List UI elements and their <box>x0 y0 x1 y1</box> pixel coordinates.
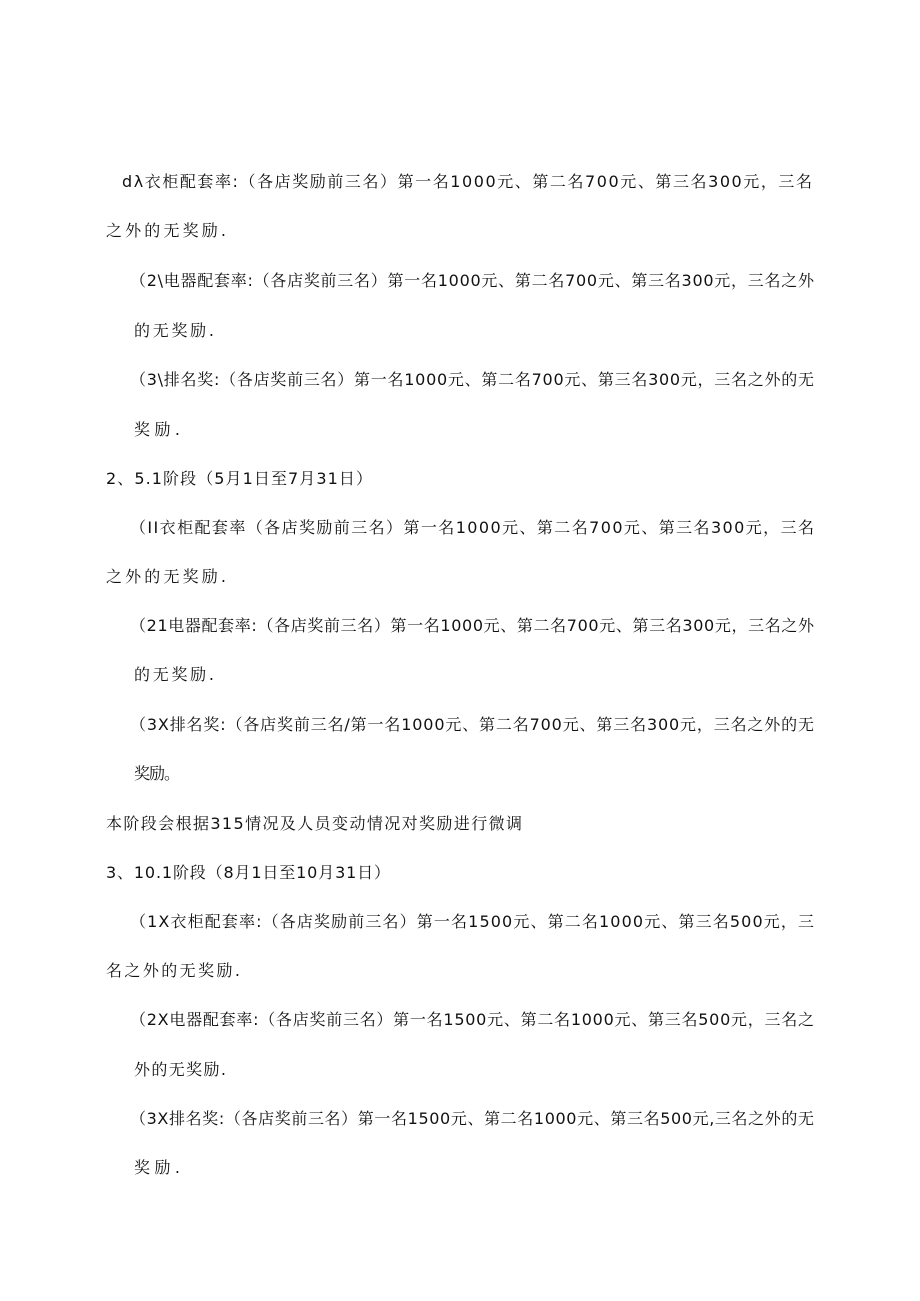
text-line: （1X衣柜配套率:（各店奖励前三名）第一名1500元、第二名1000元、第三名500元，三 <box>130 912 816 931</box>
text-line: 之外的无奖励. <box>106 567 230 586</box>
text-line: （21电器配套率:（各店奖前三名）第一名1000元、第二名700元、第三名300元，三名之外 <box>130 616 815 635</box>
text-line: （2\电器配套率:（各店奖前三名）第一名1000元、第二名700元、第三名300元，三名之外 <box>130 271 815 290</box>
text-line: （3\排名奖:（各店奖前三名）第一名1000元、第二名700元、第三名300元，三名之外的无 <box>130 370 815 389</box>
text-line: 外的无奖励. <box>134 1060 228 1079</box>
text-line: dλ衣柜配套率:（各店奖励前三名）第一名1000元、第二名700元、第三名300元，三名 <box>122 172 814 191</box>
text-line: 的无奖励. <box>134 665 217 684</box>
text-line: （II衣柜配套率（各店奖励前三名）第一名1000元、第二名700元、第三名300元，三名 <box>130 518 816 537</box>
text-line: （3X排名奖:（各店奖前三名）第一名1500元、第二名1000元、第三名500元,三名之外的无 <box>130 1109 815 1128</box>
text-line: 奖励. <box>134 420 185 439</box>
text-line: 的无奖励. <box>134 321 217 340</box>
section-heading: 3、10.1阶段（8月1日至10月31日） <box>106 863 391 882</box>
text-line: （2X电器配套率:（各店奖前三名）第一名1500元、第二名1000元、第三名500元，三名之 <box>130 1010 815 1029</box>
note-line: 本阶段会根据315情况及人员变动情况对奖励进行微调 <box>106 814 524 833</box>
section-heading: 2、5.1阶段（5月1日至7月31日） <box>106 469 374 488</box>
text-line: 奖励。 <box>134 764 179 783</box>
text-line: 奖励. <box>134 1158 185 1177</box>
text-line: 之外的无奖励. <box>106 221 230 240</box>
text-line: 名之外的无奖励. <box>106 961 243 980</box>
text-line: （3X排名奖:（各店奖前三名∕第一名1000元、第二名700元、第三名300元，三名之外的无 <box>130 715 815 734</box>
